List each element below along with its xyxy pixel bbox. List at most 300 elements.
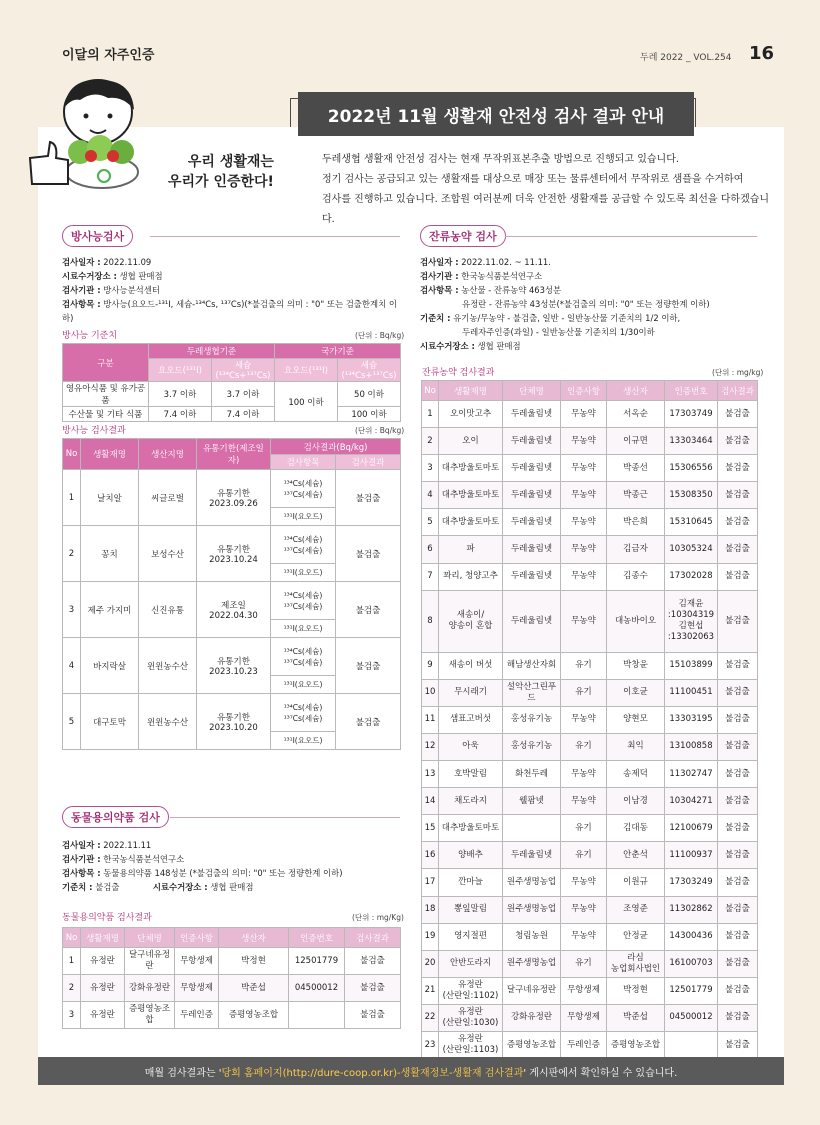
cell-expiry (197, 470, 271, 526)
footer-text: ' 게시판에서 확인하실 수 있습니다. (523, 1067, 678, 1079)
cell-cert: 무농약 (561, 869, 607, 896)
cell-result: 불검출 (718, 679, 758, 706)
cell-result: 불검출 (336, 694, 401, 750)
header-cell: 단체명 (503, 381, 561, 401)
cell-producer: 박종선 (607, 455, 665, 482)
cell-iodine: ¹³¹I(요오드) (271, 732, 336, 750)
cell-producer: 보성수산 (139, 526, 197, 582)
veterinary-info (62, 838, 402, 880)
cell-no: 3 (422, 455, 439, 482)
table-row (63, 582, 401, 620)
cell-group: 두레울림넷 (503, 428, 561, 455)
radiation-info (62, 255, 402, 325)
cell-name: 유정란 (산란일:1102) (439, 977, 503, 1004)
cell-producer: 이규면 (607, 428, 665, 455)
cell-cesium (271, 526, 336, 564)
table-row (63, 694, 401, 732)
cell-producer: 윈윈농수산 (139, 638, 197, 694)
info-value: 농산물 - 잔류농약 463성분 (458, 285, 562, 295)
cell-no: 2 (422, 428, 439, 455)
info-line (420, 325, 760, 339)
header-cell: No (63, 928, 81, 948)
cell-producer: 윈윈농수산 (139, 694, 197, 750)
cell-certno: 김재윤 :10304319 김현섭 :13302063 (665, 590, 718, 652)
cell: 7.4 이하 (212, 407, 275, 422)
table-row (422, 896, 758, 923)
header-cell: 국가기준 (275, 344, 401, 359)
cell-name: 채도라지 (439, 788, 503, 815)
cesium-134-label: ¹³⁴Cs(세슘) (283, 534, 323, 544)
cell-no: 5 (63, 694, 81, 750)
cell: 100 이하 (275, 382, 338, 422)
cell-no: 23 (422, 1031, 439, 1058)
cell-result: 불검출 (718, 652, 758, 679)
cell-certno: 11302747 (665, 761, 718, 788)
cell-result: 불검출 (718, 761, 758, 788)
info-line (62, 283, 402, 297)
table-row (63, 407, 401, 422)
expiry-date: 2023.10.20 (209, 722, 258, 733)
header-cell: 검사결과 (336, 455, 401, 470)
info-value: 생협 판매점 (116, 271, 163, 281)
cell-iodine: ¹³¹I(요오드) (271, 676, 336, 694)
cesium-137-label: ¹³⁷Cs(세슘) (283, 601, 323, 611)
cell-no: 12 (422, 733, 439, 760)
info-value: 2022.11.09 (100, 257, 152, 267)
cell-result: 불검출 (718, 815, 758, 842)
header-cell: 검사결과 (345, 928, 401, 948)
issue-label: 두레 2022 _ VOL.254 (640, 53, 732, 63)
cesium-134-label: ¹³⁴Cs(세슘) (283, 590, 323, 600)
cell: 영유아식품 및 유가공품 (63, 382, 149, 407)
cell-cert: 유기 (561, 815, 607, 842)
table-row (422, 923, 758, 950)
cell-producer: 안춘석 (607, 842, 665, 869)
cell-result: 불검출 (718, 590, 758, 652)
cell-result: 불검출 (718, 428, 758, 455)
expiry-date: 2023.10.24 (209, 554, 258, 565)
cell-cert: 무항생제 (175, 975, 219, 1002)
cell-no: 19 (422, 923, 439, 950)
header-cell: 검사결과(Bq/kg) (271, 439, 401, 455)
cell: 50 이하 (338, 382, 401, 407)
cell-group: 달구네유정란 (125, 948, 175, 975)
cell-producer: 증평영농조합 (219, 1002, 289, 1029)
cell-group: 설악산그린푸드 (503, 679, 561, 706)
cell-result: 불검출 (336, 582, 401, 638)
table-row (63, 526, 401, 564)
table-row (422, 733, 758, 760)
info-key: 검사기관 : (420, 271, 459, 281)
cell-producer: 조영준 (607, 896, 665, 923)
info-key: 시료수거장소 : (420, 341, 475, 351)
expiry-label: 제조일 (221, 600, 246, 611)
info-line (420, 283, 760, 297)
cell-no: 8 (422, 590, 439, 652)
cell-name: 대추방울토마토 (439, 815, 503, 842)
expiry-label: 유통기한 (217, 712, 250, 723)
cell-expiry (197, 582, 271, 638)
table-row (63, 470, 401, 508)
table-row (422, 815, 758, 842)
cell-cert: 무농약 (561, 788, 607, 815)
header-cell: 인증사항 (175, 928, 219, 948)
info-line (420, 297, 760, 311)
table-row (63, 382, 401, 407)
table-row (63, 1002, 401, 1029)
cell-cert: 유기 (561, 950, 607, 977)
cell-cert: 무농약 (561, 509, 607, 536)
table-row (422, 563, 758, 590)
cell-group: 두레울림넷 (503, 563, 561, 590)
cell-group: 증평영농조합 (125, 1002, 175, 1029)
pesticide-result-unit: (단위 : mg/kg) (712, 368, 764, 377)
cell: 3.7 이하 (212, 382, 275, 407)
expiry-date: 2023.10.23 (209, 666, 258, 677)
info-key: 검사기관 : (62, 854, 101, 864)
cell-certno: 13303195 (665, 706, 718, 733)
cell-no: 13 (422, 761, 439, 788)
cell-no: 9 (422, 652, 439, 679)
cell-name: 오이맛고추 (439, 401, 503, 428)
cell-result: 불검출 (718, 536, 758, 563)
cell-producer: 양현모 (607, 706, 665, 733)
cell-group: 원주생명농업 (503, 869, 561, 896)
cell-name: 대추방울토마토 (439, 509, 503, 536)
cell-no: 14 (422, 788, 439, 815)
cell-result: 불검출 (718, 1004, 758, 1031)
cell-group: 강화유정란 (125, 975, 175, 1002)
cell-producer: 박창윤 (607, 652, 665, 679)
cell: 3.7 이하 (149, 382, 212, 407)
cell-certno: 17303249 (665, 869, 718, 896)
cell-certno: 12501779 (665, 977, 718, 1004)
page-section-label: 이달의 자주인증 (62, 48, 155, 63)
cell-name: 깐마늘 (439, 869, 503, 896)
header-cell: No (63, 439, 81, 470)
header-cell: 검사항목 (271, 455, 336, 470)
divider (505, 236, 757, 237)
cell-producer: 박정현 (219, 948, 289, 975)
info-line (420, 269, 760, 283)
cell-expiry (197, 638, 271, 694)
cell-group: 화천두레 (503, 761, 561, 788)
cell-certno: 11302862 (665, 896, 718, 923)
cell-cert: 두레인증 (175, 1002, 219, 1029)
table-row (422, 509, 758, 536)
slogan-line: 우리 생활재는 (187, 154, 274, 170)
cell-result: 불검출 (718, 401, 758, 428)
info-key: 검사항목 : (62, 868, 101, 878)
info-key: 검사일자 : (62, 840, 101, 850)
cesium-134-label: ¹³⁴Cs(세슘) (283, 646, 323, 656)
cell: 수산물 및 기타 식품 (63, 407, 149, 422)
cell-producer: 김종수 (607, 563, 665, 590)
cell-group: 달구네유정란 (503, 977, 561, 1004)
info-value: 동물용의약품 148성분 (*불검출의 의미: "0" 또는 정량한계 이하) (100, 868, 343, 878)
page-title: 2022년 11월 생활재 안전성 검사 결과 안내 (298, 92, 694, 136)
cell-no: 18 (422, 896, 439, 923)
cell: 100 이하 (338, 407, 401, 422)
cell-producer: 박은희 (607, 509, 665, 536)
info-value: 한국농식품분석연구소 (100, 854, 185, 864)
cell-producer: 이원규 (607, 869, 665, 896)
cell-name: 샘표고버섯 (439, 706, 503, 733)
cell-no: 3 (63, 1002, 81, 1029)
cell-no: 4 (422, 482, 439, 509)
cell-name: 꽁치 (81, 526, 139, 582)
cell-certno: 10305324 (665, 536, 718, 563)
cell-group (503, 815, 561, 842)
cell-cert: 무농약 (561, 563, 607, 590)
cell-cert: 무항생제 (561, 977, 607, 1004)
info-line (62, 269, 402, 283)
info-line (420, 311, 760, 325)
table-row (422, 590, 758, 652)
cell-cert: 무농약 (561, 706, 607, 733)
table-row (422, 1031, 758, 1058)
cell-name: 새송이/ 양송이 혼합 (439, 590, 503, 652)
footer-text: 매월 검사결과는 ' (144, 1067, 222, 1079)
info-value: 2022.11.02. ~ 11.11. (458, 257, 551, 267)
cell-certno: 16100703 (665, 950, 718, 977)
expiry-label: 유통기한 (217, 544, 250, 555)
cell-group: 원주생명농업 (503, 950, 561, 977)
cell-no: 22 (422, 1004, 439, 1031)
info-value: 유정란 - 잔류농약 43성분(*불검출의 의미: "0" 또는 정량한계 이하) (462, 299, 710, 309)
cell-producer: 신진유통 (139, 582, 197, 638)
cell-certno: 11100937 (665, 842, 718, 869)
cesium-137-label: ¹³⁷Cs(세슘) (283, 489, 323, 499)
info-line (62, 866, 402, 880)
header-cell: 구분 (63, 344, 149, 382)
cell-group: 두레울림넷 (503, 455, 561, 482)
cell-certno: 17303749 (665, 401, 718, 428)
header-cell: 인증번호 (289, 928, 345, 948)
cell-no: 16 (422, 842, 439, 869)
cell-result: 불검출 (718, 733, 758, 760)
cell-producer: 김대동 (607, 815, 665, 842)
cell-name: 바지락살 (81, 638, 139, 694)
cell-name: 꽈리, 청양고추 (439, 563, 503, 590)
cell-producer: 이호균 (607, 679, 665, 706)
cell-cert: 무항생제 (561, 1004, 607, 1031)
cell-certno: 04500012 (665, 1004, 718, 1031)
header-cell: 생활재명 (81, 928, 125, 948)
cell-certno: 15310645 (665, 509, 718, 536)
cell-name: 오이 (439, 428, 503, 455)
cell-name: 유정란 (81, 948, 125, 975)
cell-group: 웰팜넷 (503, 788, 561, 815)
pesticide-result-title: 잔류농약 검사결과 (422, 368, 495, 378)
cell-result: 불검출 (718, 950, 758, 977)
info-value: 유기농/무농약 - 불검출, 일반 - 일반농산물 기준치의 1/2 이하, (450, 313, 681, 323)
cell-no: 21 (422, 977, 439, 1004)
cell-cert: 무농약 (561, 401, 607, 428)
cesium-137-label: ¹³⁷Cs(세슘) (283, 657, 323, 667)
cell-group: 해남생산자회 (503, 652, 561, 679)
cell-result: 불검출 (718, 482, 758, 509)
cell-cesium (271, 582, 336, 620)
cell-certno (665, 1031, 718, 1058)
cell-name: 뽕잎말림 (439, 896, 503, 923)
cesium-137-label: ¹³⁷Cs(세슘) (283, 713, 323, 723)
table-row (63, 638, 401, 676)
cell-name: 유정란 (81, 1002, 125, 1029)
cell-cert: 무농약 (561, 455, 607, 482)
cell-producer: 서옥순 (607, 401, 665, 428)
cell-name: 유정란 (산란일:1030) (439, 1004, 503, 1031)
divider (150, 236, 400, 237)
info-line (62, 255, 402, 269)
cell-name: 안반도라지 (439, 950, 503, 977)
cell-result: 불검출 (718, 977, 758, 1004)
cell-group: 원주생명농업 (503, 896, 561, 923)
radiation-section-label: 방사능검사 (62, 225, 133, 247)
cell-no: 15 (422, 815, 439, 842)
info-line (62, 838, 402, 852)
info-key: 검사일자 : (62, 257, 101, 267)
table-row (422, 1004, 758, 1031)
cell-no: 4 (63, 638, 81, 694)
info-key: 검사일자 : (420, 257, 459, 267)
header-cell: 생산지명 (139, 439, 197, 470)
info-line (420, 339, 760, 353)
cell-name: 무시래기 (439, 679, 503, 706)
header-cell: 검사결과 (718, 381, 758, 401)
radiation-result-table (62, 438, 401, 750)
cell-group: 강화유정란 (503, 1004, 561, 1031)
divider (170, 817, 400, 818)
mascot-illustration (28, 72, 168, 202)
cell-result: 불검출 (336, 526, 401, 582)
table-row (422, 652, 758, 679)
cell-group: 두레울림넷 (503, 842, 561, 869)
info-value: 한국농식품분석연구소 (458, 271, 543, 281)
cell-expiry (197, 526, 271, 582)
intro-line: 검사를 진행하고 있습니다. 조합원 여러분께 더욱 안전한 생활재를 공급할 수 있도록 최선을 다하겠습니다. (322, 194, 770, 225)
header-cell: 요오드(¹³¹I) (149, 359, 212, 382)
veterinary-section-label: 동물용의약품 검사 (62, 806, 169, 828)
header-cell: 세슘(¹³⁴Cs+¹³⁷Cs) (212, 359, 275, 382)
cell-group: 두레울림넷 (503, 401, 561, 428)
cell-result: 불검출 (718, 1031, 758, 1058)
cell-certno: 12100679 (665, 815, 718, 842)
cesium-134-label: ¹³⁴Cs(세슘) (283, 702, 323, 712)
cell-certno: 15306556 (665, 455, 718, 482)
cell-no: 2 (63, 975, 81, 1002)
header-cell: 생산자 (607, 381, 665, 401)
table-row (422, 842, 758, 869)
cell-certno: 15308350 (665, 482, 718, 509)
cell-cert: 무농약 (561, 923, 607, 950)
cell-producer: 박준섭 (219, 975, 289, 1002)
footer-notice (38, 1057, 784, 1085)
info-key: 시료수거장소 : (152, 882, 208, 892)
header-cell: 인증번호 (665, 381, 718, 401)
radiation-standard-table (62, 343, 401, 422)
cell-no: 20 (422, 950, 439, 977)
cell-certno: 04500012 (289, 975, 345, 1002)
cell-producer: 대농바이오 (607, 590, 665, 652)
cell-result: 불검출 (336, 638, 401, 694)
cell-cesium (271, 638, 336, 676)
cell-no: 10 (422, 679, 439, 706)
cell-certno: 14300436 (665, 923, 718, 950)
expiry-label: 유통기한 (217, 488, 250, 499)
cell-certno: 10304271 (665, 788, 718, 815)
cell-cert: 무항생제 (175, 948, 219, 975)
cell-result: 불검출 (718, 923, 758, 950)
cell-result: 불검출 (718, 563, 758, 590)
cell-producer: 송제덕 (607, 761, 665, 788)
cell-name: 새송이 버섯 (439, 652, 503, 679)
info-value: 생협 판매점 (207, 882, 254, 892)
slogan-line: 우리가 인증한다! (168, 174, 274, 190)
info-key: 기준치 : (62, 882, 93, 892)
cell-producer: 증평영농조합 (607, 1031, 665, 1058)
info-line (420, 255, 760, 269)
table-row (422, 428, 758, 455)
cell-iodine: ¹³¹I(요오드) (271, 620, 336, 638)
expiry-date: 2022.04.30 (209, 610, 258, 621)
info-key: 기준치 : (420, 313, 451, 323)
header-cell: No (422, 381, 439, 401)
header-cell: 단체명 (125, 928, 175, 948)
veterinary-result-unit: (단위 : mg/Kg) (352, 913, 404, 922)
table-row (422, 977, 758, 1004)
intro-line: 정기 검사는 공급되고 있는 생활재를 대상으로 매장 또는 물류센터에서 무작위로 샘플을 수거하여 (322, 174, 744, 185)
cell-certno: 15103899 (665, 652, 718, 679)
expiry-label: 유통기한 (217, 656, 250, 667)
table-row (63, 975, 401, 1002)
header-cell: 세슘(¹³⁴Cs+¹³⁷Cs) (338, 359, 401, 382)
info-value: 방사능분석센터 (100, 285, 160, 295)
cell-result: 불검출 (718, 788, 758, 815)
cell-no: 1 (63, 470, 81, 526)
cell-iodine: ¹³¹I(요오드) (271, 564, 336, 582)
cell-certno: 13100858 (665, 733, 718, 760)
info-value: 불검출 (92, 882, 120, 892)
header-cell: 생활재명 (81, 439, 139, 470)
cesium-137-label: ¹³⁷Cs(세슘) (283, 545, 323, 555)
cell-result: 불검출 (345, 975, 401, 1002)
table-row (63, 948, 401, 975)
cell-group: 두레울림넷 (503, 482, 561, 509)
cell-result: 불검출 (718, 869, 758, 896)
table-row (422, 706, 758, 733)
cell-cert: 유기 (561, 733, 607, 760)
info-value: 방사능(요오드-¹³¹I, 세슘-¹³⁴Cs, ¹³⁷Cs)(*불검출의 의미 : "0" 또는 검출한계치 이하) (62, 299, 397, 323)
cell-cert: 무농약 (561, 896, 607, 923)
cell-iodine: ¹³¹I(요오드) (271, 508, 336, 526)
radiation-result-title: 방사능 검사결과 (62, 426, 126, 436)
cell-result: 불검출 (718, 842, 758, 869)
cell-group: 두레울림넷 (503, 536, 561, 563)
cell-name: 영지절편 (439, 923, 503, 950)
page-number: 16 (749, 43, 775, 64)
cell-cert: 무농약 (561, 590, 607, 652)
info-key: 검사기관 : (62, 285, 101, 295)
cell-name: 파 (439, 536, 503, 563)
veterinary-standard-line (62, 880, 402, 894)
header-cell: 생활재명 (439, 381, 503, 401)
cell-name: 대추방울토마토 (439, 482, 503, 509)
pesticide-section-label: 잔류농약 검사 (420, 225, 506, 247)
cell-producer: 라심 농업회사법인 (607, 950, 665, 977)
cell-cesium (271, 470, 336, 508)
cell-cert: 무농약 (561, 761, 607, 788)
